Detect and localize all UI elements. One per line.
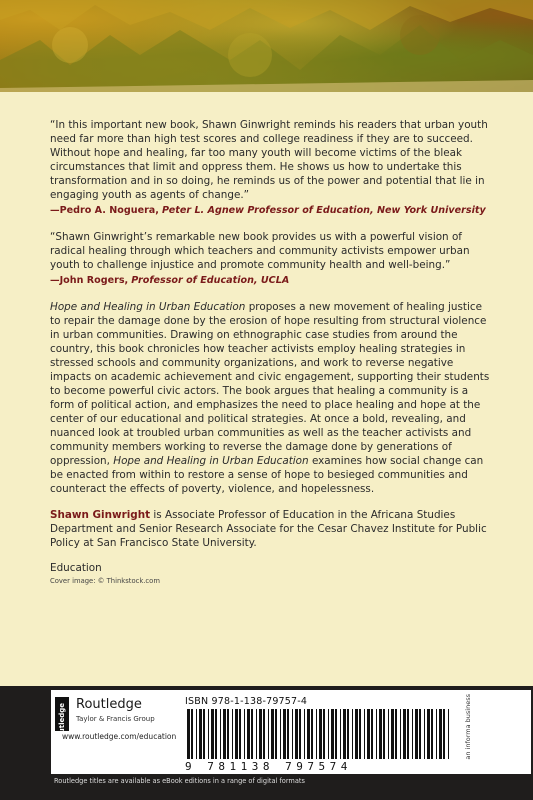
barcode-bar [271, 709, 274, 759]
barcode-bar [355, 709, 358, 759]
barcode-bar [376, 709, 377, 759]
endorsement-attribution-1 [50, 204, 495, 218]
barcode-bar [227, 709, 229, 759]
quote1-author: —Pedro A. Noguera, [50, 205, 159, 216]
informa-tagline [462, 690, 478, 774]
barcode-bar [256, 709, 257, 759]
barcode-bar [191, 709, 193, 759]
barcode-bar [280, 709, 281, 759]
endorsement-quote-1: “In this important new book, Shawn Ginwright reminds his readers that urban youth need far more than high test scores and college readiness if they are to succeed. Without hope and healing, far too many youth will become victims of the bleak circumstances that limit and oppress them. He shows us how to undertake this transformation and in so doing, he reminds us of the power and potential that lie in engaging youth as agents of change.” [50, 119, 488, 201]
barcode-bar [424, 709, 425, 759]
ebook-footer-note: Routledge titles are available as eBook editions in a range of digital formats [54, 777, 305, 785]
barcode-bar [232, 709, 233, 759]
cover-image-credit: Cover image: © Thinkstock.com [50, 577, 160, 585]
barcode-bar [367, 709, 370, 759]
description-part-1: proposes a new movement of healing justice to repair the damage done by the erosion of hope resulting from structural violence in urban communities. Drawing on ethnographic case studies from around the country, this book chronicles how teacher activists employ healing strategies in stressed schools and community organizations, and work to reverse negative impacts on academic achievement and civic engagement, supporting their students to become powerful civic actors. The book argues that healing a community is a form of political action, and emphasizes the need to place healing and hope at the center of our educational and political strategies. At once a bold, revealing, and nuanced look at troubled urban communities as well as the teacher activists and community members working to reverse the damage done by generations of oppression, [50, 301, 490, 467]
barcode-bar [292, 709, 293, 759]
informa-text: an informa business [464, 694, 472, 760]
book-title-italic: Hope and Healing in Urban Education [50, 301, 246, 313]
barcode-bar [220, 709, 221, 759]
barcode-bar [412, 709, 413, 759]
barcode-bar [431, 709, 433, 759]
barcode-bar [371, 709, 373, 759]
barcode-number: 9 781138 797574 [185, 760, 352, 773]
description-part-2: examines how social change can be enacted from within to restore a sense of hope to besieged communities and counteract the effects of poverty, violence, and hopelessness. [50, 455, 484, 495]
barcode-bar [340, 709, 341, 759]
barcode-bar [311, 709, 313, 759]
barcode-bar [383, 709, 385, 759]
barcode-bar [215, 709, 217, 759]
back-cover-text [50, 118, 495, 585]
barcode-bar [395, 709, 397, 759]
publisher-group: Taylor & Francis Group [76, 715, 155, 723]
routledge-logo-text: Routledge [58, 703, 66, 744]
isbn-label: ISBN 978-1-138-79757-4 [185, 696, 308, 707]
barcode-bar [436, 709, 437, 759]
barcode-bar [203, 709, 205, 759]
routledge-logo [55, 697, 69, 744]
barcode-bar [239, 709, 241, 759]
barcode-bar [208, 709, 209, 759]
barcode-bar [187, 709, 190, 759]
cover-artwork-strip [0, 0, 533, 92]
barcode-bar [331, 709, 334, 759]
barcode-bar [364, 709, 365, 759]
endorsement-attribution-2 [50, 274, 495, 288]
price-box [484, 690, 531, 774]
barcode-bar [448, 709, 449, 759]
barcode-bar [275, 709, 277, 759]
barcode-bar [319, 709, 322, 759]
barcode-bar [379, 709, 382, 759]
barcode-bar [304, 709, 305, 759]
author-bio-text: is Associate Professor of Education in the Africana Studies Department and Senior Research Associate for the Cesar Chavez Institute for Public Policy at San Francisco State University. [50, 509, 487, 549]
author-name: Shawn Ginwright [50, 509, 151, 521]
barcode [185, 709, 455, 759]
barcode-bar [196, 709, 197, 759]
publisher-url: www.routledge.com/education [62, 732, 177, 741]
subject-category: Education [50, 562, 102, 574]
barcode-bar [391, 709, 394, 759]
barcode-bar [295, 709, 298, 759]
barcode-bar [415, 709, 418, 759]
barcode-bar [352, 709, 353, 759]
barcode-bar [335, 709, 337, 759]
cover-artwork-texture [0, 0, 533, 92]
barcode-bar [247, 709, 250, 759]
barcode-bar [359, 709, 361, 759]
publisher-name: Routledge [76, 697, 142, 712]
barcode-bar [223, 709, 226, 759]
barcode-bar [244, 709, 245, 759]
barcode-bar [259, 709, 262, 759]
quote2-title: Professor of Education, UCLA [131, 275, 290, 286]
barcode-bar [235, 709, 238, 759]
endorsement-quote-2: “Shawn Ginwright’s remarkable new book provides us with a powerful vision of radical healing through which teachers and community activists empower urban youth to challenge injustice and promote community health and well-being.” [50, 231, 470, 271]
barcode-bar [263, 709, 265, 759]
barcode-bar [403, 709, 406, 759]
barcode-bar [343, 709, 346, 759]
barcode-bar [307, 709, 310, 759]
barcode-bar [316, 709, 317, 759]
barcode-bar [347, 709, 349, 759]
barcode-bar [251, 709, 253, 759]
quote2-author: —John Rogers, [50, 275, 129, 286]
quote1-title: Peter L. Agnew Professor of Education, New York University [162, 205, 486, 216]
book-description [50, 300, 495, 496]
barcode-bar [283, 709, 286, 759]
barcode-bar [400, 709, 401, 759]
barcode-bar [407, 709, 409, 759]
barcode-bar [388, 709, 389, 759]
barcode-bar [268, 709, 269, 759]
barcode-bar [427, 709, 430, 759]
barcode-bar [439, 709, 442, 759]
barcode-bar [419, 709, 421, 759]
barcode-bar [323, 709, 325, 759]
barcode-bar [287, 709, 289, 759]
author-bio [50, 508, 495, 550]
barcode-bar [328, 709, 329, 759]
barcode-bar [299, 709, 301, 759]
barcode-bar [199, 709, 202, 759]
barcode-bar [443, 709, 445, 759]
barcode-bar [211, 709, 214, 759]
book-title-italic-2: Hope and Healing in Urban Education [113, 455, 309, 467]
